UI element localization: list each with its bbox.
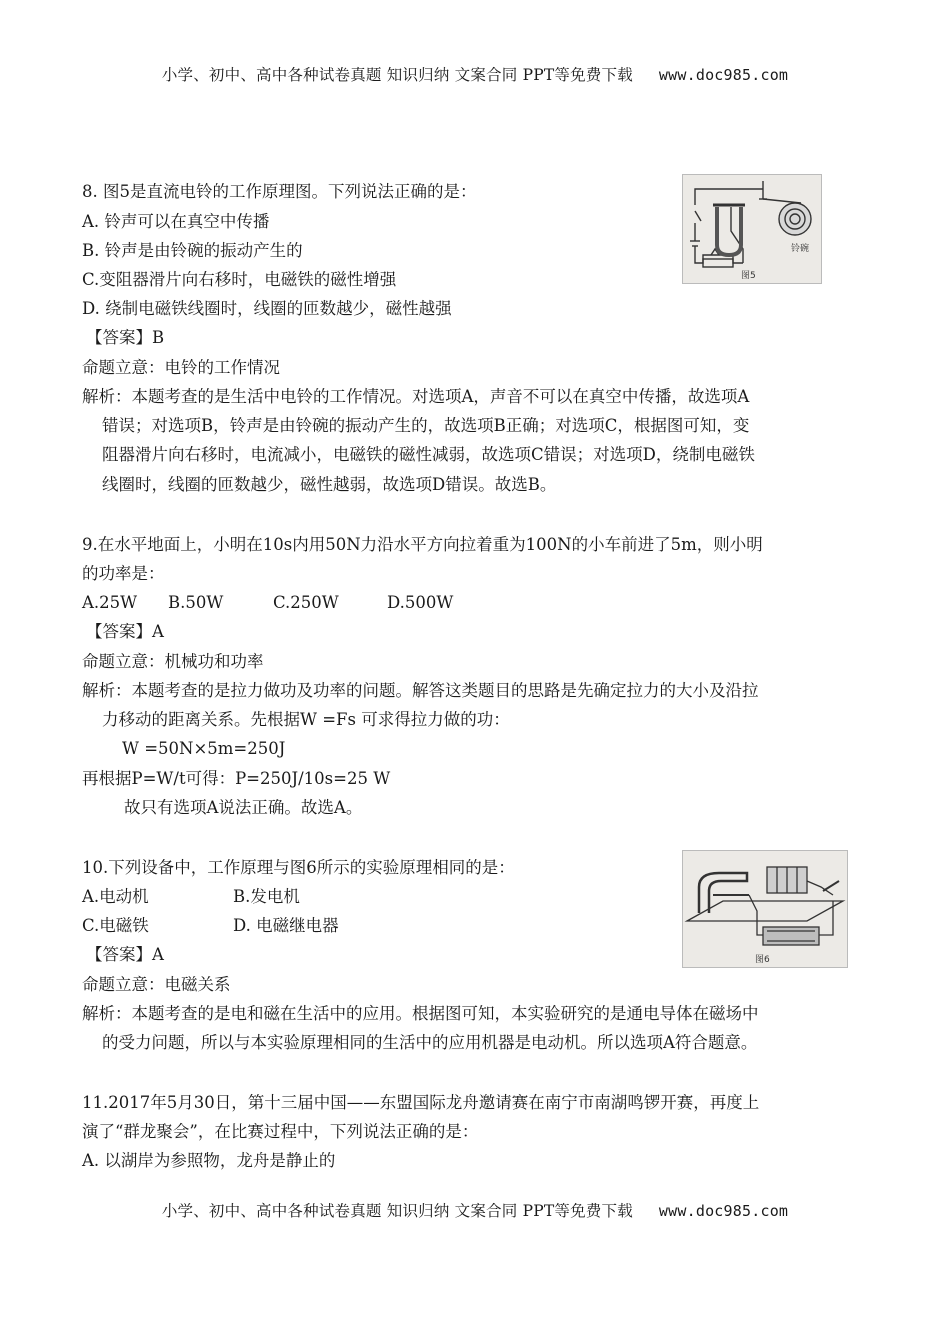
q9-work-formula: W =50N×5m=250J	[122, 739, 286, 758]
q10-answer: 【答案】A	[86, 945, 164, 964]
header-url[interactable]: www.doc985.com	[658, 66, 789, 84]
motor-experiment-diagram	[683, 851, 847, 967]
header-text: 小学、初中、高中各种试卷真题 知识归纳 文案合同 PPT等免费下载	[161, 66, 633, 84]
q8-option-d: D. 绕制电磁铁线圈时，线圈的匝数越少，磁性越强	[82, 299, 452, 318]
q9-power-formula: 再根据P=W/t可得：P=250J/10s=25 W	[82, 769, 391, 788]
footer-url[interactable]: www.doc985.com	[658, 1202, 789, 1220]
q8-option-c: C.变阻器滑片向右移时，电磁铁的磁性增强	[82, 270, 397, 289]
q9-conclusion: 故只有选项A说法正确。故选A。	[124, 798, 363, 817]
q10-topic: 命题立意：电磁关系	[82, 975, 231, 994]
q10-analysis-line-1: 解析：本题考查的是电和磁在生活中的应用。根据图可知，本实验研究的是通电导体在磁场中	[82, 1004, 759, 1023]
q8-answer: 【答案】B	[86, 328, 165, 347]
bell-circuit-diagram	[683, 175, 821, 283]
q8-option-b: B. 铃声是由铃碗的振动产生的	[82, 241, 303, 260]
q9-stem-line-1: 9.在水平地面上，小明在10s内用50N力沿水平方向拉着重为100N的小车前进了5m，则小明	[82, 535, 763, 554]
figure-5-caption: 图5	[741, 271, 756, 281]
q9-analysis-line-1: 解析：本题考查的是拉力做功及功率的问题。解答这类题目的思路是先确定拉力的大小及沿拉	[82, 681, 759, 700]
page-footer	[0, 1199, 950, 1221]
q8-analysis-line-1: 解析：本题考查的是生活中电铃的工作情况。对选项A，声音不可以在真空中传播，故选项A	[82, 387, 750, 406]
q10-stem: 10.下列设备中，工作原理与图6所示的实验原理相同的是：	[82, 858, 515, 877]
q8-topic: 命题立意：电铃的工作情况	[82, 358, 280, 377]
q11-stem-line-1: 11.2017年5月30日，第十三届中国——东盟国际龙舟邀请赛在南宁市南湖鸣锣开赛，再度上	[82, 1093, 760, 1112]
q9-option-c: C.250W	[273, 593, 339, 612]
figure-5-bell-circuit	[682, 174, 822, 284]
footer-text: 小学、初中、高中各种试卷真题 知识归纳 文案合同 PPT等免费下载	[161, 1202, 633, 1220]
q9-topic: 命题立意：机械功和功率	[82, 652, 264, 671]
q10-option-d: D. 电磁继电器	[233, 916, 339, 935]
figure-5-label: 铃碗	[791, 244, 810, 254]
q8-analysis-line-2: 错误；对选项B，铃声是由铃碗的振动产生的，故选项B正确；对选项C，根据图可知，变	[102, 416, 750, 435]
figure-6-caption: 图6	[755, 955, 770, 965]
q8-analysis-line-3: 阻器滑片向右移时，电流减小，电磁铁的磁性减弱，故选项C错误；对选项D，绕制电磁铁	[102, 445, 755, 464]
q11-option-a: A. 以湖岸为参照物，龙舟是静止的	[82, 1151, 336, 1170]
q9-answer: 【答案】A	[86, 622, 164, 641]
q11-stem-line-2: 演了“群龙聚会”，在比赛过程中，下列说法正确的是：	[82, 1122, 479, 1141]
q10-analysis-line-2: 的受力问题，所以与本实验原理相同的生活中的应用机器是电动机。所以选项A符合题意。	[102, 1033, 758, 1052]
q10-option-a: A.电动机	[82, 887, 149, 906]
q9-option-d: D.500W	[387, 593, 454, 612]
figure-6-motor-experiment	[682, 850, 848, 968]
q10-option-c: C.电磁铁	[82, 916, 149, 935]
q9-option-b: B.50W	[168, 593, 224, 612]
q8-option-a: A. 铃声可以在真空中传播	[82, 212, 270, 231]
page-header	[0, 63, 950, 85]
q9-analysis-line-2: 力移动的距离关系。先根据W =Fs 可求得拉力做的功：	[102, 710, 510, 729]
q9-stem-line-2: 的功率是：	[82, 564, 165, 583]
q8-stem: 8. 图5是直流电铃的工作原理图。下列说法正确的是：	[82, 182, 477, 201]
q8-analysis-line-4: 线圈时，线圈的匝数越少，磁性越弱，故选项D错误。故选B。	[102, 475, 557, 494]
q10-option-b: B.发电机	[233, 887, 300, 906]
q9-option-a: A.25W	[82, 593, 138, 612]
